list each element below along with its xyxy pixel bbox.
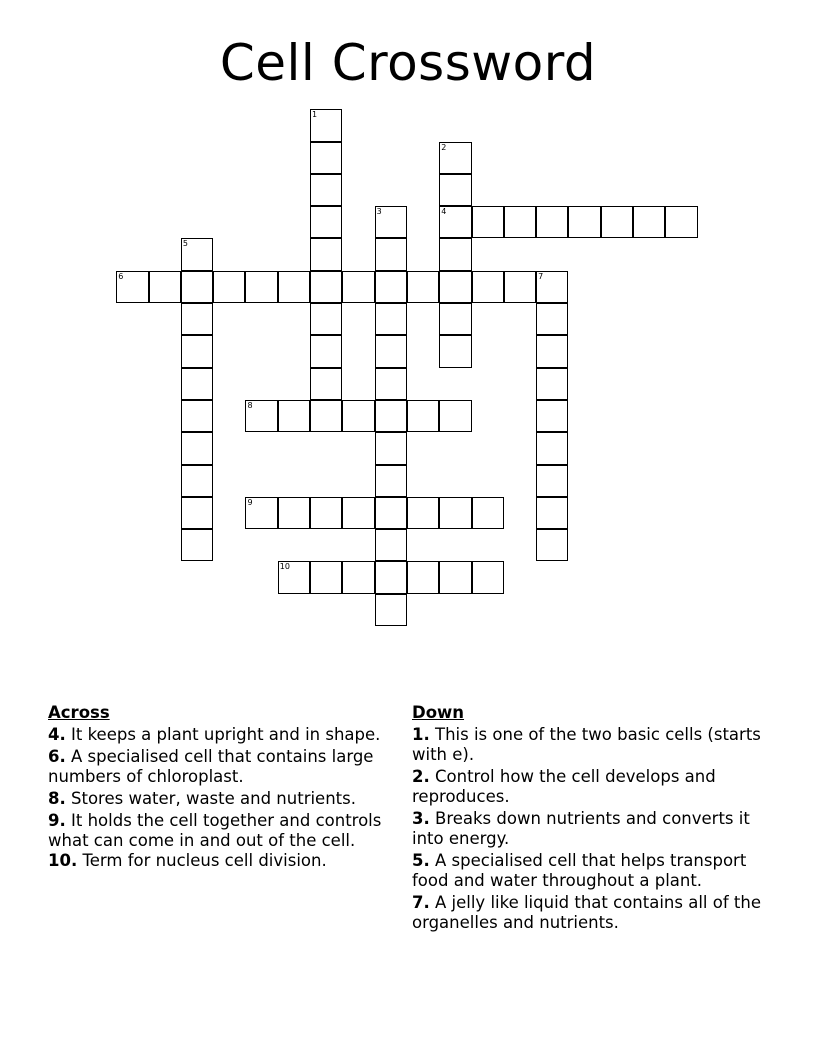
grid-cell[interactable] xyxy=(310,368,342,400)
grid-cell[interactable] xyxy=(181,465,213,497)
grid-cell[interactable] xyxy=(245,497,277,529)
clue-number: 5 xyxy=(182,239,188,249)
grid-cell[interactable] xyxy=(181,529,213,561)
grid-cell[interactable] xyxy=(149,271,181,303)
grid-cell[interactable] xyxy=(342,271,374,303)
grid-cell[interactable] xyxy=(439,206,471,238)
clue-number: 2 xyxy=(441,142,447,152)
grid-cell[interactable] xyxy=(536,400,568,432)
clue-down-3: 3. Breaks down nutrients and converts it into energy. xyxy=(412,809,750,848)
grid-cell[interactable] xyxy=(375,529,407,561)
grid-cell[interactable] xyxy=(310,561,342,593)
grid-cell[interactable] xyxy=(439,238,471,270)
grid-cell[interactable] xyxy=(375,400,407,432)
grid-cell[interactable] xyxy=(504,206,536,238)
grid-cell[interactable] xyxy=(375,497,407,529)
clue-number: 6 xyxy=(118,271,124,281)
grid-cell[interactable] xyxy=(407,400,439,432)
grid-cell[interactable] xyxy=(375,238,407,270)
clue-across-8: 8. Stores water, waste and nutrients. xyxy=(48,789,356,808)
grid-cell[interactable] xyxy=(342,400,374,432)
grid-cell[interactable] xyxy=(310,335,342,367)
grid-cell[interactable] xyxy=(310,206,342,238)
grid-cell[interactable] xyxy=(278,271,310,303)
grid-cell[interactable] xyxy=(472,561,504,593)
across-clues xyxy=(48,703,388,873)
grid-cell[interactable] xyxy=(601,206,633,238)
grid-cell[interactable] xyxy=(407,271,439,303)
grid-cell[interactable] xyxy=(213,271,245,303)
grid-cell[interactable] xyxy=(278,497,310,529)
grid-cell[interactable] xyxy=(568,206,600,238)
grid-cell[interactable] xyxy=(536,303,568,335)
crossword-grid xyxy=(117,110,717,640)
grid-cell[interactable] xyxy=(472,271,504,303)
clue-across-9: 9. It holds the cell together and controls what can come in and out of the cell. xyxy=(48,811,382,850)
grid-cell[interactable] xyxy=(375,206,407,238)
grid-cell[interactable] xyxy=(439,561,471,593)
grid-cell[interactable] xyxy=(375,465,407,497)
grid-cell[interactable] xyxy=(439,400,471,432)
grid-cell[interactable] xyxy=(375,432,407,464)
grid-cell[interactable] xyxy=(536,432,568,464)
grid-cell[interactable] xyxy=(278,400,310,432)
grid-cell[interactable] xyxy=(310,271,342,303)
grid-cell[interactable] xyxy=(536,335,568,367)
clue-across-4: 4. It keeps a plant upright and in shape. xyxy=(48,725,381,744)
grid-cell[interactable] xyxy=(181,303,213,335)
grid-cell[interactable] xyxy=(181,432,213,464)
grid-cell[interactable] xyxy=(181,238,213,270)
grid-cell[interactable] xyxy=(536,206,568,238)
grid-cell[interactable] xyxy=(342,497,374,529)
clue-across-6: 6. A specialised cell that contains large numbers of chloroplast. xyxy=(48,747,374,786)
grid-cell[interactable] xyxy=(375,594,407,626)
across-heading: Across xyxy=(48,703,110,722)
grid-cell[interactable] xyxy=(375,561,407,593)
grid-cell[interactable] xyxy=(310,142,342,174)
clue-number: 9 xyxy=(247,497,253,507)
grid-cell[interactable] xyxy=(439,271,471,303)
clue-number: 8 xyxy=(247,400,253,410)
down-heading: Down xyxy=(412,703,465,722)
grid-cell[interactable] xyxy=(310,400,342,432)
grid-cell[interactable] xyxy=(536,529,568,561)
page-title: Cell Crossword xyxy=(219,34,597,92)
grid-cell[interactable] xyxy=(472,497,504,529)
grid-cell[interactable] xyxy=(633,206,665,238)
grid-cell[interactable] xyxy=(181,271,213,303)
clue-number: 3 xyxy=(376,207,382,217)
grid-cell[interactable] xyxy=(116,271,148,303)
grid-cell[interactable] xyxy=(181,368,213,400)
grid-cell[interactable] xyxy=(536,497,568,529)
clue-down-1: 1. This is one of the two basic cells (starts with e). xyxy=(412,725,761,764)
clue-across-10: 10. Term for nucleus cell division. xyxy=(48,851,327,870)
clue-down-7: 7. A jelly like liquid that contains all of the organelles and nutrients. xyxy=(412,893,761,932)
grid-cell[interactable] xyxy=(310,238,342,270)
grid-cell[interactable] xyxy=(504,271,536,303)
clue-number: 4 xyxy=(441,207,447,217)
grid-cell[interactable] xyxy=(310,174,342,206)
grid-cell[interactable] xyxy=(375,303,407,335)
grid-cell[interactable] xyxy=(536,271,568,303)
grid-cell[interactable] xyxy=(407,497,439,529)
grid-cell[interactable] xyxy=(407,561,439,593)
grid-cell[interactable] xyxy=(375,335,407,367)
grid-cell[interactable] xyxy=(181,335,213,367)
grid-cell[interactable] xyxy=(536,465,568,497)
grid-cell[interactable] xyxy=(472,206,504,238)
clue-down-2: 2. Control how the cell develops and reproduces. xyxy=(412,767,716,806)
grid-cell[interactable] xyxy=(439,303,471,335)
clue-number: 10 xyxy=(279,562,290,572)
grid-cell[interactable] xyxy=(375,368,407,400)
clue-number: 7 xyxy=(538,271,544,281)
grid-cell[interactable] xyxy=(665,206,697,238)
grid-cell[interactable] xyxy=(439,335,471,367)
grid-cell[interactable] xyxy=(375,271,407,303)
clue-number: 1 xyxy=(312,110,318,120)
grid-cell[interactable] xyxy=(342,561,374,593)
grid-cell[interactable] xyxy=(536,368,568,400)
grid-cell[interactable] xyxy=(181,497,213,529)
grid-cell[interactable] xyxy=(439,142,471,174)
grid-cell[interactable] xyxy=(245,271,277,303)
clue-down-5: 5. A specialised cell that helps transport food and water throughout a plant. xyxy=(412,851,747,890)
grid-cell[interactable] xyxy=(439,497,471,529)
grid-cell[interactable] xyxy=(245,400,277,432)
grid-cell[interactable] xyxy=(310,109,342,141)
down-clues xyxy=(412,703,762,935)
grid-cell[interactable] xyxy=(310,497,342,529)
grid-cell[interactable] xyxy=(310,303,342,335)
grid-cell[interactable] xyxy=(181,400,213,432)
grid-cell[interactable] xyxy=(278,561,310,593)
grid-cell[interactable] xyxy=(439,174,471,206)
